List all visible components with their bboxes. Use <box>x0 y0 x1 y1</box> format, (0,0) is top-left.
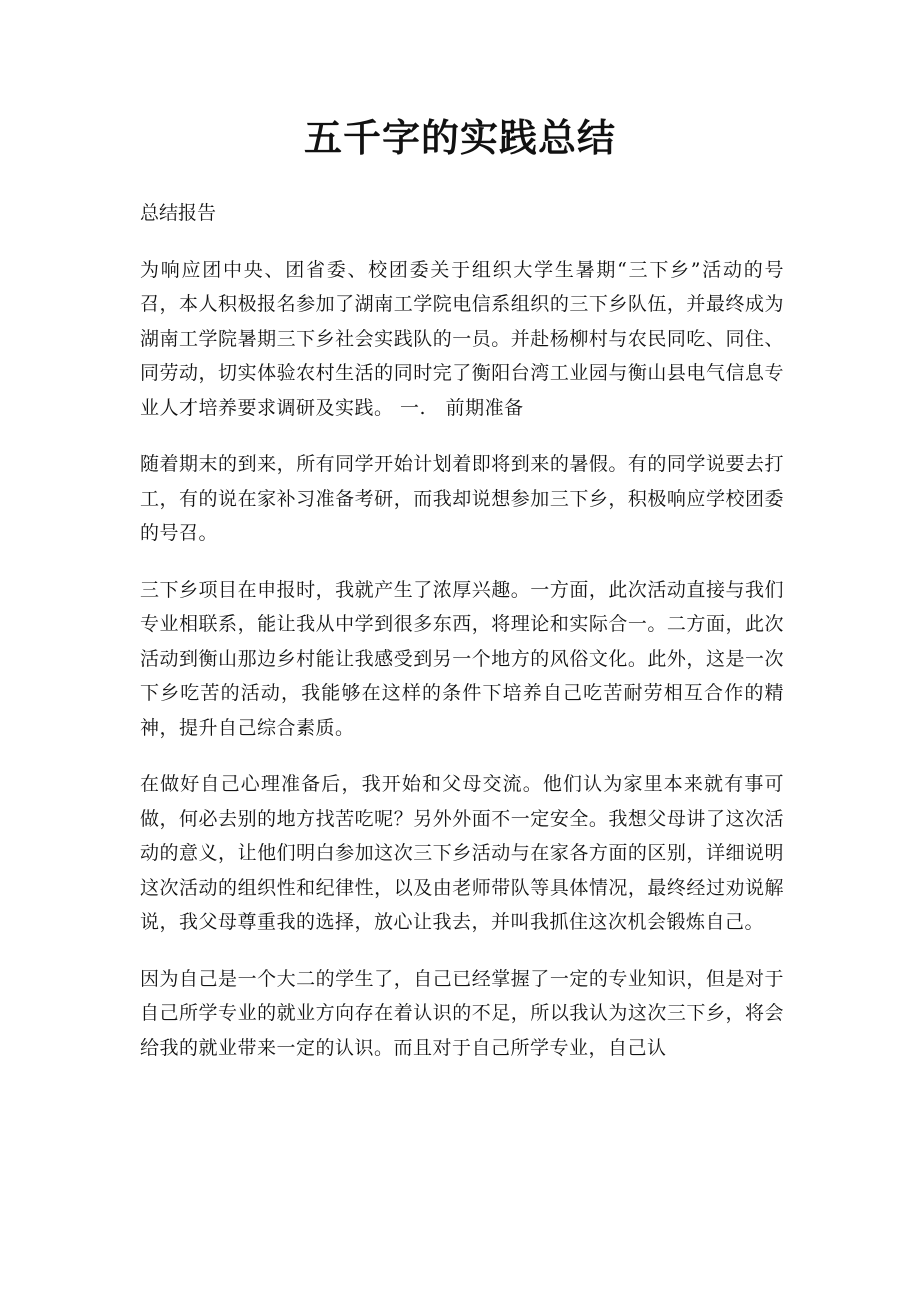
paragraph-3: 三下乡项目在申报时，我就产生了浓厚兴趣。一方面，此次活动直接与我们专业相联系，能让我从中学到很多东西，将理论和实际合一。二方面，此次活动到衡山那边乡村能让我感受到另一个地方的风俗文化。此外，这是一次下乡吃苦的活动，我能够在这样的条件下培养自己吃苦耐劳相互合作的精神，提升自己综合素质。 <box>140 578 784 739</box>
document-body <box>140 196 784 1087</box>
document-title: 五千字的实践总结 <box>303 115 616 160</box>
paragraph-5: 因为自己是一个大二的学生了，自己已经掌握了一定的专业知识，但是对于自己所学专业的就业方向存在着认识的不足，所以我认为这次三下乡，将会给我的就业带来一定的认识。而且对于自己所学专业，自己认 <box>140 967 784 1059</box>
paragraph-1: 为响应团中央、团省委、校团委关于组织大学生暑期“三下乡”活动的号召，本人积极报名参加了湖南工学院电信系组织的三下乡队伍，并最终成为湖南工学院暑期三下乡社会实践队的一员。并赴杨柳村与农民同吃、同住、同劳动，切实体验农村生活的同时完了衡阳台湾工业园与衡山县电气信息专业人才培养要求调研及实践。 一. 前期准备 <box>140 258 784 419</box>
paragraph-2: 随着期末的到来，所有同学开始计划着即将到来的暑假。有的同学说要去打工，有的说在家补习准备考研，而我却说想参加三下乡，积极响应学校团委的号召。 <box>140 453 784 544</box>
document-subtitle: 总结报告 <box>140 202 217 224</box>
paragraph-4: 在做好自己心理准备后，我开始和父母交流。他们认为家里本来就有事可做，何必去别的地方找苦吃呢？另外外面不一定安全。我想父母讲了这次活动的意义，让他们明白参加这次三下乡活动与在家各方面的区别，详细说明这次活动的组织性和纪律性，以及由老师带队等具体情况，最终经过劝说解说，我父母尊重我的选择，放心让我去，并叫我抓住这次机会锻炼自己。 <box>140 773 784 933</box>
